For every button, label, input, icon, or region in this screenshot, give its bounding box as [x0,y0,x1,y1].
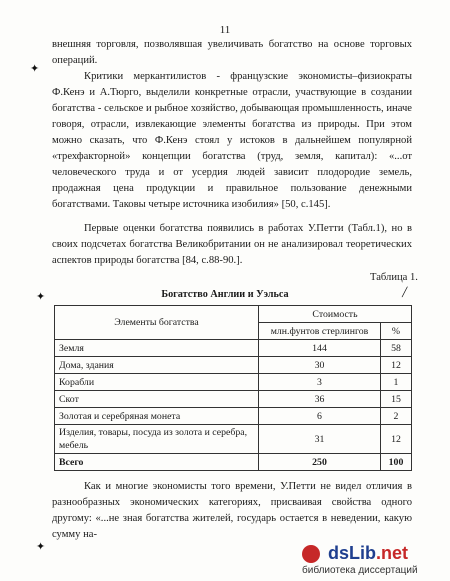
table-row [55,357,412,374]
row-percent: 2 [381,408,412,425]
row-value: 30 [259,357,381,374]
row-name: Дома, здания [55,357,259,374]
row-value: 31 [259,425,381,454]
paragraph-1: внешняя торговля, позволявшая увеличивать богатство на основе торговых операций. [52,39,412,66]
header-percent: % [381,323,412,340]
row-name: Изделия, товары, посуда из золота и серебра, мебель [55,425,259,454]
table-total-row [55,454,412,471]
table-row [55,391,412,408]
page-number: 11 [219,24,231,36]
row-name: Земля [55,340,259,357]
total-value: 250 [259,454,381,471]
margin-mark-icon: ✦ [36,291,46,303]
header-value: Стоимость [259,306,412,323]
total-name: Всего [55,454,259,471]
header-unit: млн.фунтов стерлингов [259,323,381,340]
watermark-subtitle: библиотека диссертаций [302,565,418,576]
table-row [55,408,412,425]
row-value: 3 [259,374,381,391]
dslib-watermark [302,543,442,577]
paragraph-2: Критики меркантилистов - французские экономисты–физиократы Ф.Кенэ и А.Тюрго, выделили конкретные отрасли, участвующие в создании богатства - сельское и рыбное хозяйство, добывающая промышленность, иначе говоря, отрасли, извлекающие элементы богатства из природы. При этом можно сказать, что Ф.Кенэ стоял у истоков в дальнейшем популярной «трехфакторной» концепции богатства (труд, земля, капитал): «...от человеческого труда и от усердия людей зависит плодородие земель, продажная цена продукции и правильное пользование денежными богатствами. Таковы четыре источника изобилия» [50, с.145]. [52,71,412,210]
total-percent: 100 [381,454,412,471]
row-value: 6 [259,408,381,425]
paragraph-3: Первые оценки богатства появились в работах У.Петти (Табл.1), но в своих подсчетах богатства Великобритании он не анализировал теоретических аспектов природы богатства [84, с.88-90.]. [52,223,412,266]
pen-mark-icon: ╱ [402,287,408,297]
row-percent: 58 [381,340,412,357]
row-name: Корабли [55,374,259,391]
row-value: 144 [259,340,381,357]
row-percent: 1 [381,374,412,391]
table-label: Таблица 1. [370,272,418,283]
wealth-table [54,305,412,471]
table-title: Богатство Англии и Уэльса [161,289,289,300]
row-percent: 12 [381,425,412,454]
watermark-logo-main: dsLib [328,543,376,563]
row-name: Золотая и серебряная монета [55,408,259,425]
table-row [55,340,412,357]
row-percent: 12 [381,357,412,374]
header-elements: Элементы богатства [55,306,259,340]
margin-mark-icon: ✦ [36,541,46,553]
row-percent: 15 [381,391,412,408]
table-header-row [55,306,412,323]
dslib-logo-icon [302,545,320,563]
table-row [55,425,412,454]
margin-mark-icon: ✦ [30,63,40,75]
watermark-logo-tld: .net [376,543,409,563]
watermark-logo [328,543,408,564]
row-name: Скот [55,391,259,408]
paragraph-4: Как и многие экономисты того времени, У.Петти не видел отличия в разнообразных экономических категориях, присваивая свойства одного другому: «...не зная богатства жителей, государь остается в неведении, какую сумму на- [52,481,412,540]
row-value: 36 [259,391,381,408]
table-row [55,374,412,391]
